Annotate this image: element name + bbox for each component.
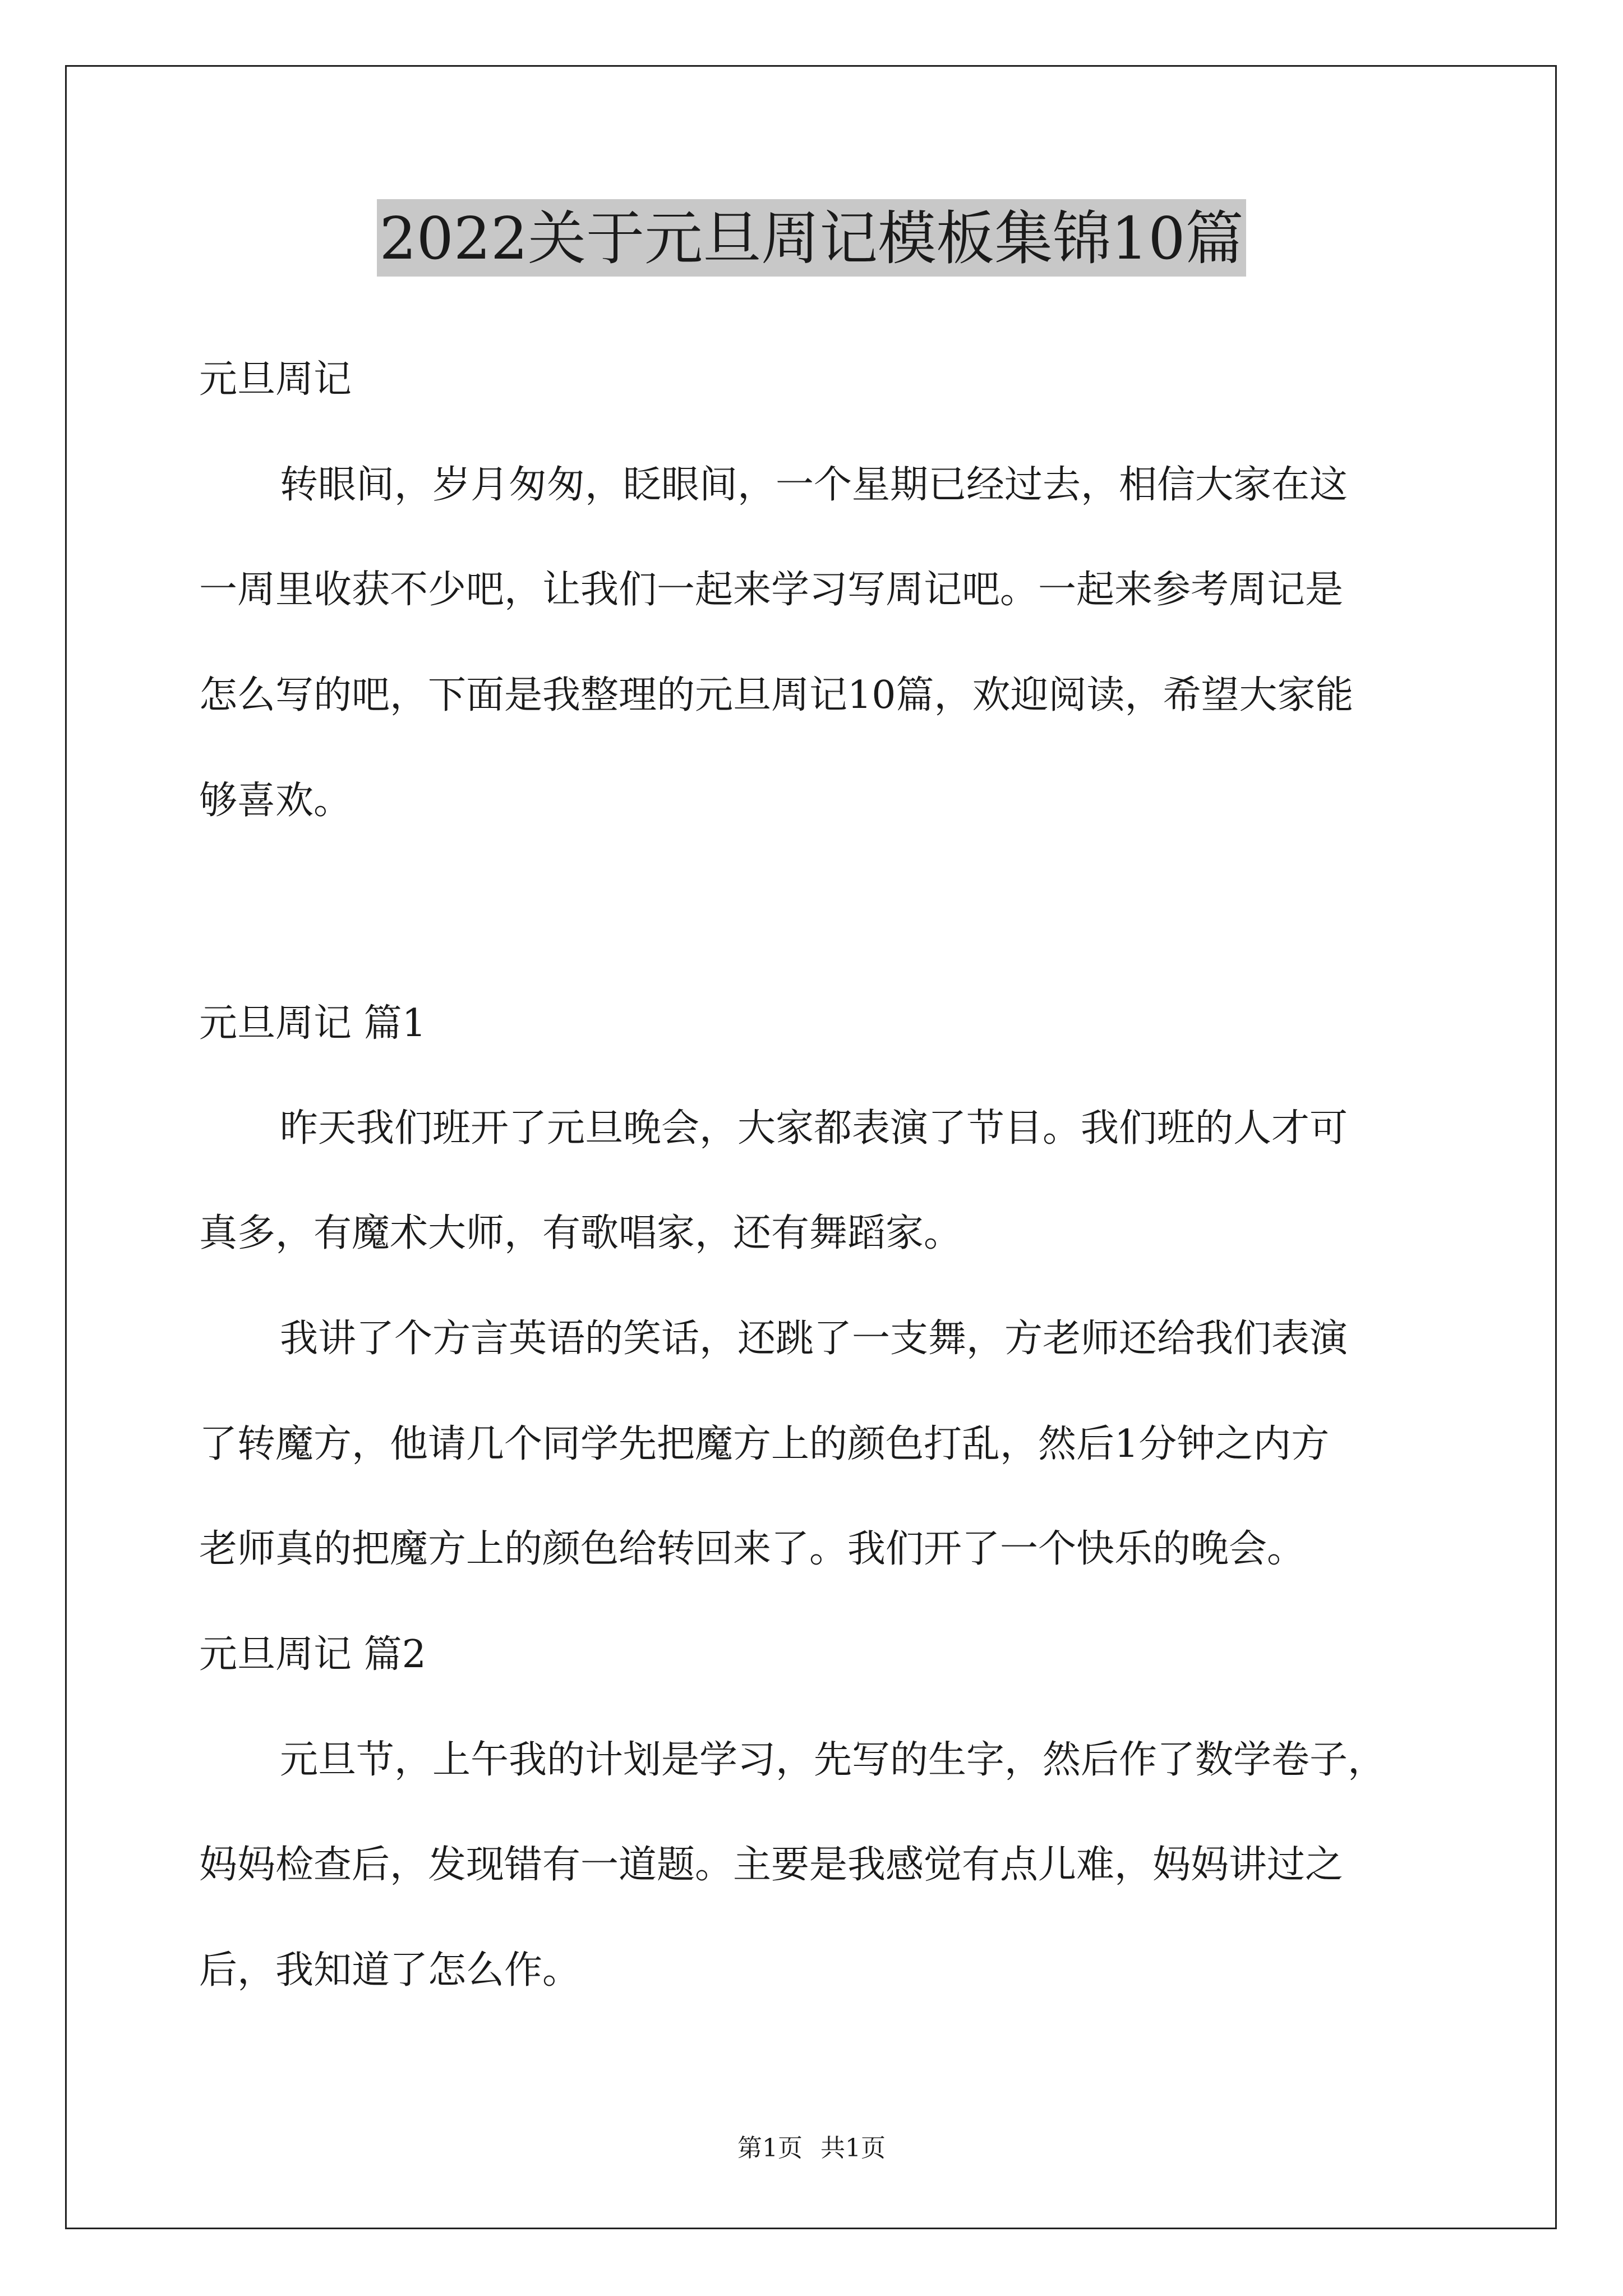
paragraph-line: 后，我知道了怎么作。: [199, 1948, 581, 1993]
paragraph-line: 够喜欢。: [199, 779, 352, 823]
section-heading-2: 元旦周记 篇2: [199, 1632, 426, 1677]
paragraph-line: 了转魔方，他请几个同学先把魔方上的颜色打乱，然后1分钟之内方: [199, 1422, 1330, 1466]
paragraph-line: 我讲了个方言英语的笑话，还跳了一支舞，方老师还给我们表演: [280, 1317, 1348, 1361]
paragraph-line: 怎么写的吧，下面是我整理的元旦周记10篇，欢迎阅读，希望大家能: [199, 673, 1354, 717]
paragraph-line: 转眼间，岁月匆匆，眨眼间，一个星期已经过去，相信大家在这: [280, 463, 1348, 507]
paragraph-line: 老师真的把魔方上的颜色给转回来了。我们开了一个快乐的晚会。: [199, 1527, 1306, 1571]
document-title: 2022关于元旦周记模板集锦10篇: [377, 199, 1246, 277]
paragraph-line: 元旦节，上午我的计划是学习，先写的生字，然后作了数学卷子，: [280, 1738, 1386, 1782]
section-heading-1: 元旦周记 篇1: [199, 1001, 426, 1046]
title-container: [0, 199, 1623, 277]
paragraph-line: 妈妈检查后，发现错有一道题。主要是我感觉有点儿难，妈妈讲过之: [199, 1843, 1344, 1887]
paragraph-line: 一周里收获不少吧，让我们一起来学习写周记吧。一起来参考周记是: [199, 568, 1344, 612]
total-pages: 共1页: [820, 2134, 886, 2162]
section-heading: 元旦周记: [199, 357, 352, 402]
paragraph-line: 昨天我们班开了元旦晚会，大家都表演了节目。我们班的人才可: [280, 1106, 1348, 1151]
page-footer: [0, 2132, 1623, 2165]
page-number: 第1页: [737, 2134, 803, 2162]
paragraph-line: 真多，有魔术大师，有歌唱家，还有舞蹈家。: [199, 1211, 962, 1255]
